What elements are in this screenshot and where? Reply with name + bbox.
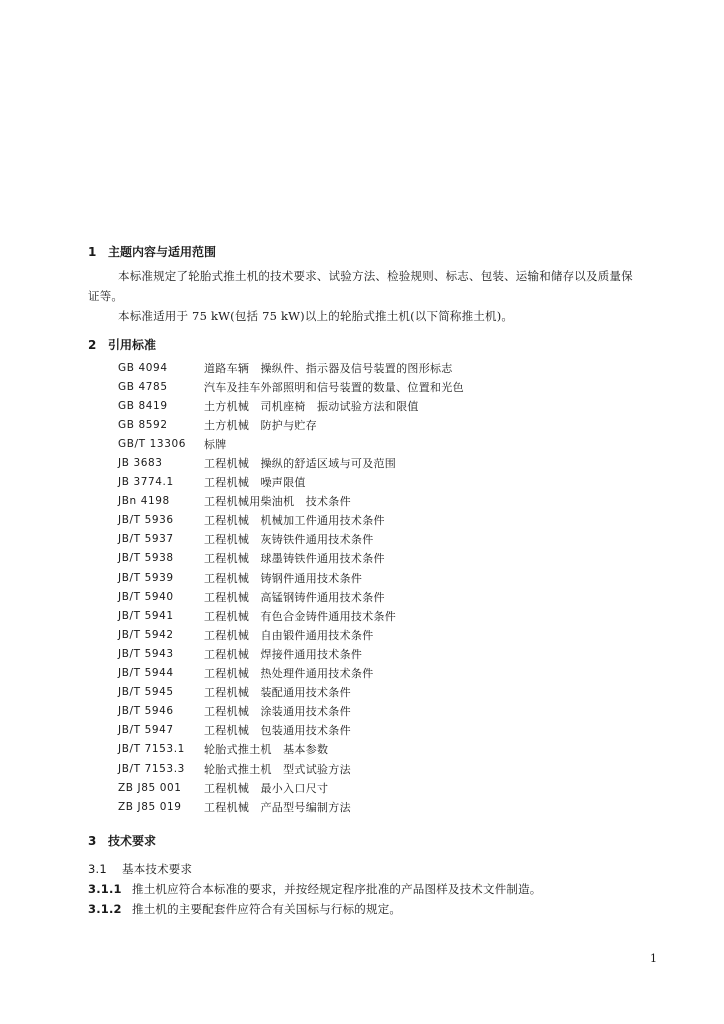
reference-row xyxy=(118,759,464,778)
subsection-3-1-2-number: 3.1.2 xyxy=(88,902,122,916)
reference-title: 工程机械 有色合金铸件通用技术条件 xyxy=(204,609,397,623)
section-1-heading xyxy=(88,243,216,260)
reference-code: ZB J85 001 xyxy=(118,781,182,794)
reference-row xyxy=(118,606,464,625)
reference-code: JB/T 5944 xyxy=(118,667,174,680)
reference-code: JB/T 7153.3 xyxy=(118,762,185,775)
subsection-3-1-2-text: 推土机的主要配套件应符合有关国标与行标的规定。 xyxy=(132,902,402,916)
reference-title: 工程机械 自由锻件通用技术条件 xyxy=(204,628,374,642)
reference-title: 工程机械 包装通用技术条件 xyxy=(204,724,351,738)
reference-code: JB/T 7153.1 xyxy=(118,743,185,756)
subsection-3-1-1-text: 推土机应符合本标准的要求，并按经规定程序批准的产品图样及技术文件制造。 xyxy=(132,882,542,896)
reference-standards-list xyxy=(118,358,464,816)
reference-code: JB 3683 xyxy=(118,457,163,470)
reference-title: 工程机械用柴油机 技术条件 xyxy=(204,495,351,509)
reference-row xyxy=(118,358,464,377)
reference-code: JB/T 5942 xyxy=(118,628,174,641)
reference-row xyxy=(118,434,464,453)
reference-code: JB/T 5943 xyxy=(118,647,174,660)
reference-code: JB/T 5938 xyxy=(118,552,174,565)
subsection-3-1-1 xyxy=(88,881,542,897)
reference-title: 工程机械 噪声限值 xyxy=(204,476,306,490)
section-2-number: 2 xyxy=(88,338,97,352)
section-1-paragraph-1-line-2: 证等。 xyxy=(88,289,124,303)
section-1-paragraph-1-line-1: 本标准规定了轮胎式推土机的技术要求、试验方法、检验规则、标志、包装、运输和储存以及质量保 xyxy=(118,269,633,283)
reference-row xyxy=(118,511,464,530)
reference-title: 工程机械 高锰钢铸件通用技术条件 xyxy=(204,590,385,604)
reference-row xyxy=(118,721,464,740)
section-3-number: 3 xyxy=(88,834,97,848)
reference-title: 工程机械 产品型号编制方法 xyxy=(204,800,351,814)
section-1-title: 主题内容与适用范围 xyxy=(108,245,217,259)
reference-row xyxy=(118,549,464,568)
reference-code: GB 8419 xyxy=(118,399,168,412)
reference-row xyxy=(118,644,464,663)
reference-code: GB 4094 xyxy=(118,361,168,374)
reference-row xyxy=(118,778,464,797)
reference-title: 轮胎式推土机 基本参数 xyxy=(204,743,329,757)
reference-title: 土方机械 司机座椅 振动试验方法和限值 xyxy=(204,399,419,413)
subsection-3-1-1-number: 3.1.1 xyxy=(88,882,122,896)
reference-title: 土方机械 防护与贮存 xyxy=(204,418,317,432)
reference-row xyxy=(118,415,464,434)
reference-code: GB 8592 xyxy=(118,418,168,431)
reference-title: 工程机械 操纵的舒适区域与可及范围 xyxy=(204,457,397,471)
reference-code: JBn 4198 xyxy=(118,495,170,508)
reference-row xyxy=(118,797,464,816)
subsection-3-1-text: 基本技术要求 xyxy=(122,862,193,876)
section-3-heading xyxy=(88,832,156,849)
reference-title: 标牌 xyxy=(204,437,227,451)
reference-title: 工程机械 铸钢件通用技术条件 xyxy=(204,571,363,585)
section-3-title: 技术要求 xyxy=(108,834,157,848)
subsection-3-1-2 xyxy=(88,901,401,917)
reference-row xyxy=(118,683,464,702)
reference-row xyxy=(118,702,464,721)
reference-row xyxy=(118,530,464,549)
reference-code: JB 3774.1 xyxy=(118,476,174,489)
reference-title: 工程机械 灰铸铁件通用技术条件 xyxy=(204,533,374,547)
reference-title: 工程机械 热处理件通用技术条件 xyxy=(204,667,374,681)
reference-title: 工程机械 装配通用技术条件 xyxy=(204,686,351,700)
reference-row xyxy=(118,377,464,396)
reference-title: 轮胎式推土机 型式试验方法 xyxy=(204,762,351,776)
reference-row xyxy=(118,568,464,587)
reference-title: 工程机械 最小入口尺寸 xyxy=(204,781,329,795)
reference-row xyxy=(118,587,464,606)
reference-code: JB/T 5936 xyxy=(118,514,174,527)
reference-code: JB/T 5947 xyxy=(118,724,174,737)
reference-title: 工程机械 焊接件通用技术条件 xyxy=(204,647,363,661)
reference-row xyxy=(118,740,464,759)
reference-title: 工程机械 机械加工件通用技术条件 xyxy=(204,514,385,528)
reference-row xyxy=(118,453,464,472)
reference-title: 汽车及挂车外部照明和信号装置的数量、位置和光色 xyxy=(204,380,464,394)
reference-code: ZB J85 019 xyxy=(118,800,182,813)
page-number: 1 xyxy=(650,952,657,965)
reference-row xyxy=(118,396,464,415)
reference-code: JB/T 5946 xyxy=(118,705,174,718)
reference-code: JB/T 5939 xyxy=(118,571,174,584)
section-1-number: 1 xyxy=(88,245,97,259)
reference-code: GB/T 13306 xyxy=(118,437,187,450)
reference-row xyxy=(118,664,464,683)
reference-title: 工程机械 涂装通用技术条件 xyxy=(204,705,351,719)
reference-code: JB/T 5941 xyxy=(118,609,174,622)
section-2-title: 引用标准 xyxy=(108,338,157,352)
subsection-3-1-number: 3.1 xyxy=(88,862,107,876)
reference-code: GB 4785 xyxy=(118,380,168,393)
reference-title: 道路车辆 操纵件、指示器及信号装置的图形标志 xyxy=(204,361,453,375)
reference-code: JB/T 5940 xyxy=(118,590,174,603)
section-2-heading xyxy=(88,336,156,353)
section-1-paragraph-2: 本标准适用于 75 kW(包括 75 kW)以上的轮胎式推土机(以下简称推土机)。 xyxy=(118,309,514,323)
reference-row xyxy=(118,625,464,644)
reference-code: JB/T 5937 xyxy=(118,533,174,546)
reference-row xyxy=(118,473,464,492)
reference-title: 工程机械 球墨铸铁件通用技术条件 xyxy=(204,552,385,566)
reference-row xyxy=(118,492,464,511)
subsection-3-1 xyxy=(88,861,192,877)
reference-code: JB/T 5945 xyxy=(118,686,174,699)
